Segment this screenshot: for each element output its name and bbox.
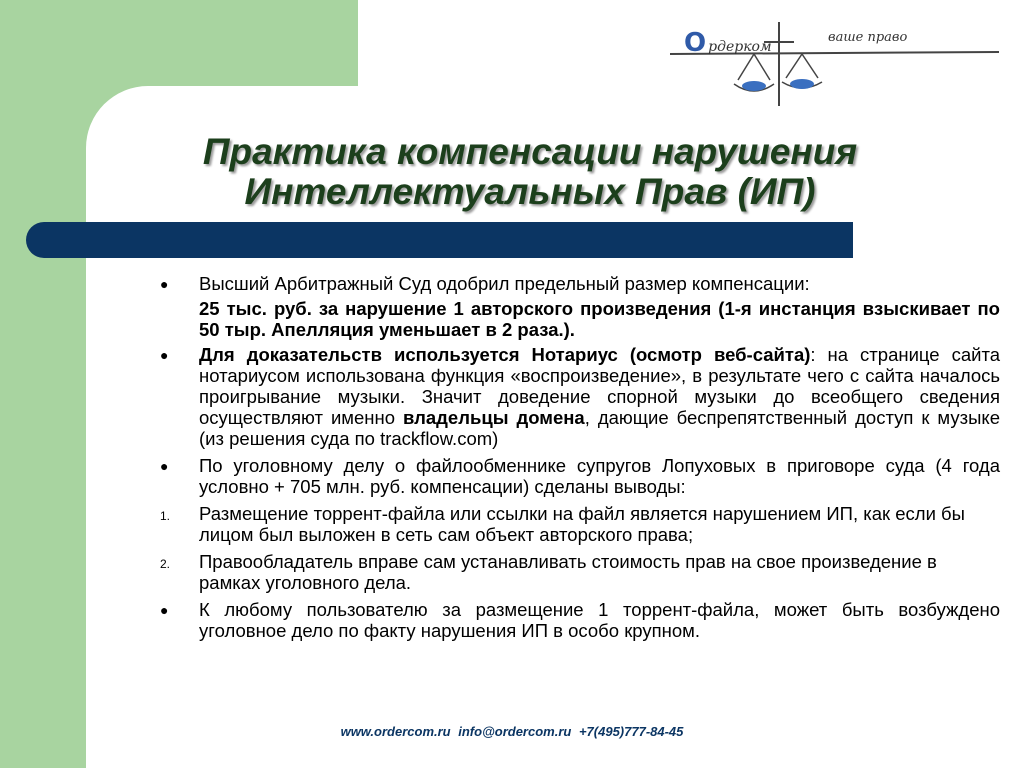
footer-website-link[interactable]: www.ordercom.ru	[340, 724, 451, 739]
item-number: 2.	[160, 557, 171, 571]
item-bold-text: владельцы домена	[403, 407, 585, 428]
list-item	[160, 273, 1000, 294]
bullet-icon: ●	[160, 347, 169, 363]
main-content	[160, 273, 1000, 645]
item-text: По уголовному делу о файлообменнике супругов Лопуховых в приговоре суда (4 года условно + 705 млн. руб. компенсации) сделаны выводы:	[199, 455, 1000, 497]
item-text: Правообладатель вправе сам устанавливать стоимость прав на свое произведение в рамках уголовного дела.	[199, 551, 937, 593]
title-underline-bar	[26, 222, 853, 258]
bullet-icon: ●	[160, 458, 169, 474]
item-text: Размещение торрент-файла или ссылки на файл является нарушением ИП, как если бы лицом был выложен в сеть сам объект авторского права;	[199, 503, 965, 545]
item-number: 1.	[160, 509, 171, 523]
logo-brand: Oрдерком	[684, 28, 772, 58]
page-title	[130, 132, 930, 212]
logo-slogan: ваше право	[828, 30, 908, 45]
item-subtext: 25 тыс. руб. за нарушение 1 авторского произведения (1-я инстанция взыскивает по 50 тыр. Апелляция уменьшает в 2 раза.).	[199, 298, 1000, 340]
item-text: Высший Арбитражный Суд одобрил предельный размер компенсации:	[199, 273, 810, 294]
item-bold-text: Для доказательств используется Нотариус (осмотр веб-сайта)	[199, 344, 811, 365]
title-line-1: Практика компенсации нарушения	[202, 131, 858, 172]
item-text	[199, 344, 1000, 449]
bullet-icon: ●	[160, 276, 169, 292]
item-text: К любому пользователю за размещение 1 торрент-файла, может быть возбуждено уголовное дело по факту нарушения ИП в особо крупном.	[199, 599, 1000, 641]
title-line-2: Интеллектуальных Прав (ИП)	[244, 171, 816, 212]
list-item	[160, 599, 1000, 641]
bullet-icon: ●	[160, 602, 169, 618]
numbered-item	[160, 551, 1000, 593]
footer-email-link[interactable]: info@ordercom.ru	[458, 724, 572, 739]
item-text-part: : на странице сайта нотариусом использована функция «воспроизведение», в результате чего с сайта началось проигрывание музыки. Значит доведение спорной музыки до всеобщего сведения осуществляют именно	[199, 344, 1001, 428]
list-item	[160, 344, 1000, 449]
item-text-part: , дающие беспрепятственный доступ к музыке (из решения суда по trackflow.com)	[199, 407, 1000, 449]
footer-phone: +7(495)777-84-45	[578, 724, 684, 739]
footer-contacts	[0, 724, 1024, 739]
list-item	[160, 455, 1000, 497]
numbered-item	[160, 503, 1000, 545]
